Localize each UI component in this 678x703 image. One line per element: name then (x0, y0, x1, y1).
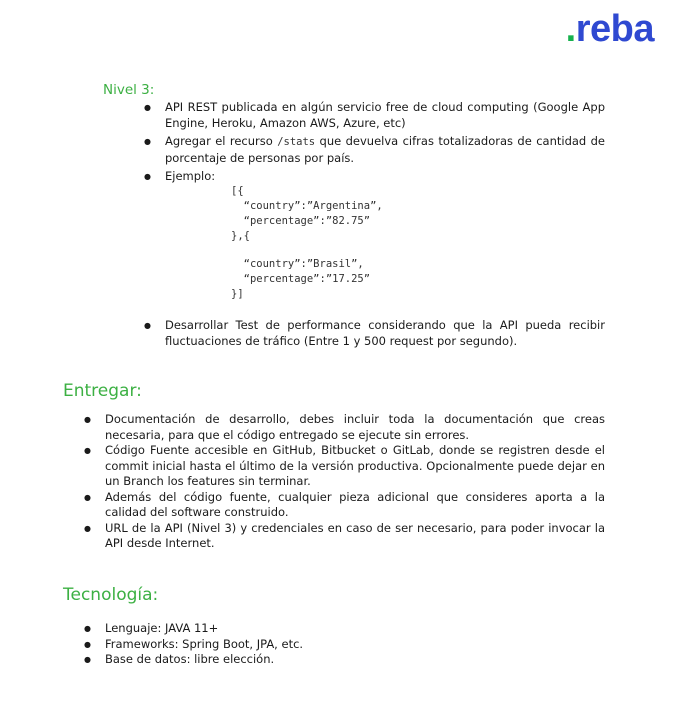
level-3-list (143, 100, 605, 188)
tech-list (83, 621, 605, 668)
level-3-title: Nivel 3: (103, 82, 155, 98)
list-item: ● Ejemplo: (143, 169, 605, 185)
list-item: ● URL de la API (Nivel 3) y credenciales en caso de ser necesario, para poder invocar la API desde Internet. (83, 521, 605, 552)
list-item: ● Código Fuente accesible en GitHub, Bitbucket o GitLab, donde se registren desde el commit inicial hasta el último de la versión productiva. Opcionalmente puede dejar en un Branch los features sin terminar. (83, 443, 605, 490)
logo-text: reba (575, 8, 654, 50)
list-item-text: que devuelva cifras totalizadoras de cantidad de porcentaje de personas por país. (165, 134, 605, 165)
reba-logo (566, 10, 654, 48)
list-item: ● Documentación de desarrollo, debes incluir toda la documentación que creas necesaria, para que el código entregado se ejecute sin errores. (83, 412, 605, 443)
json-example-block-1: [{ “country”:”Argentina”, “percentage”:”82.75” },{ (231, 185, 383, 242)
list-item (143, 134, 605, 166)
deliver-list (83, 412, 605, 552)
level-3-list-continued (143, 318, 605, 349)
list-item: ● Desarrollar Test de performance considerando que la API pueda recibir fluctuaciones de tráfico (Entre 1 y 500 request por segundo). (143, 318, 605, 349)
list-item: ● Base de datos: libre elección. (83, 652, 605, 668)
list-item: ● Lenguaje: JAVA 11+ (83, 621, 605, 637)
list-item: ● Frameworks: Spring Boot, JPA, etc. (83, 637, 605, 653)
json-example-block-2: “country”:”Brasil”, “percentage”:”17.25” }] (231, 258, 371, 300)
list-item: ● API REST publicada en algún servicio free de cloud computing (Google App Engine, Heroku, Amazon AWS, Azure, etc) (143, 100, 605, 131)
logo-dot: . (565, 8, 576, 50)
list-item-text: Agregar el recurso (165, 134, 278, 148)
deliver-title: Entregar: (63, 381, 142, 401)
list-item: ● Además del código fuente, cualquier pieza adicional que consideres aporta a la calidad del software construido. (83, 490, 605, 521)
tech-title: Tecnología: (63, 585, 159, 605)
inline-code: /stats (277, 136, 316, 148)
